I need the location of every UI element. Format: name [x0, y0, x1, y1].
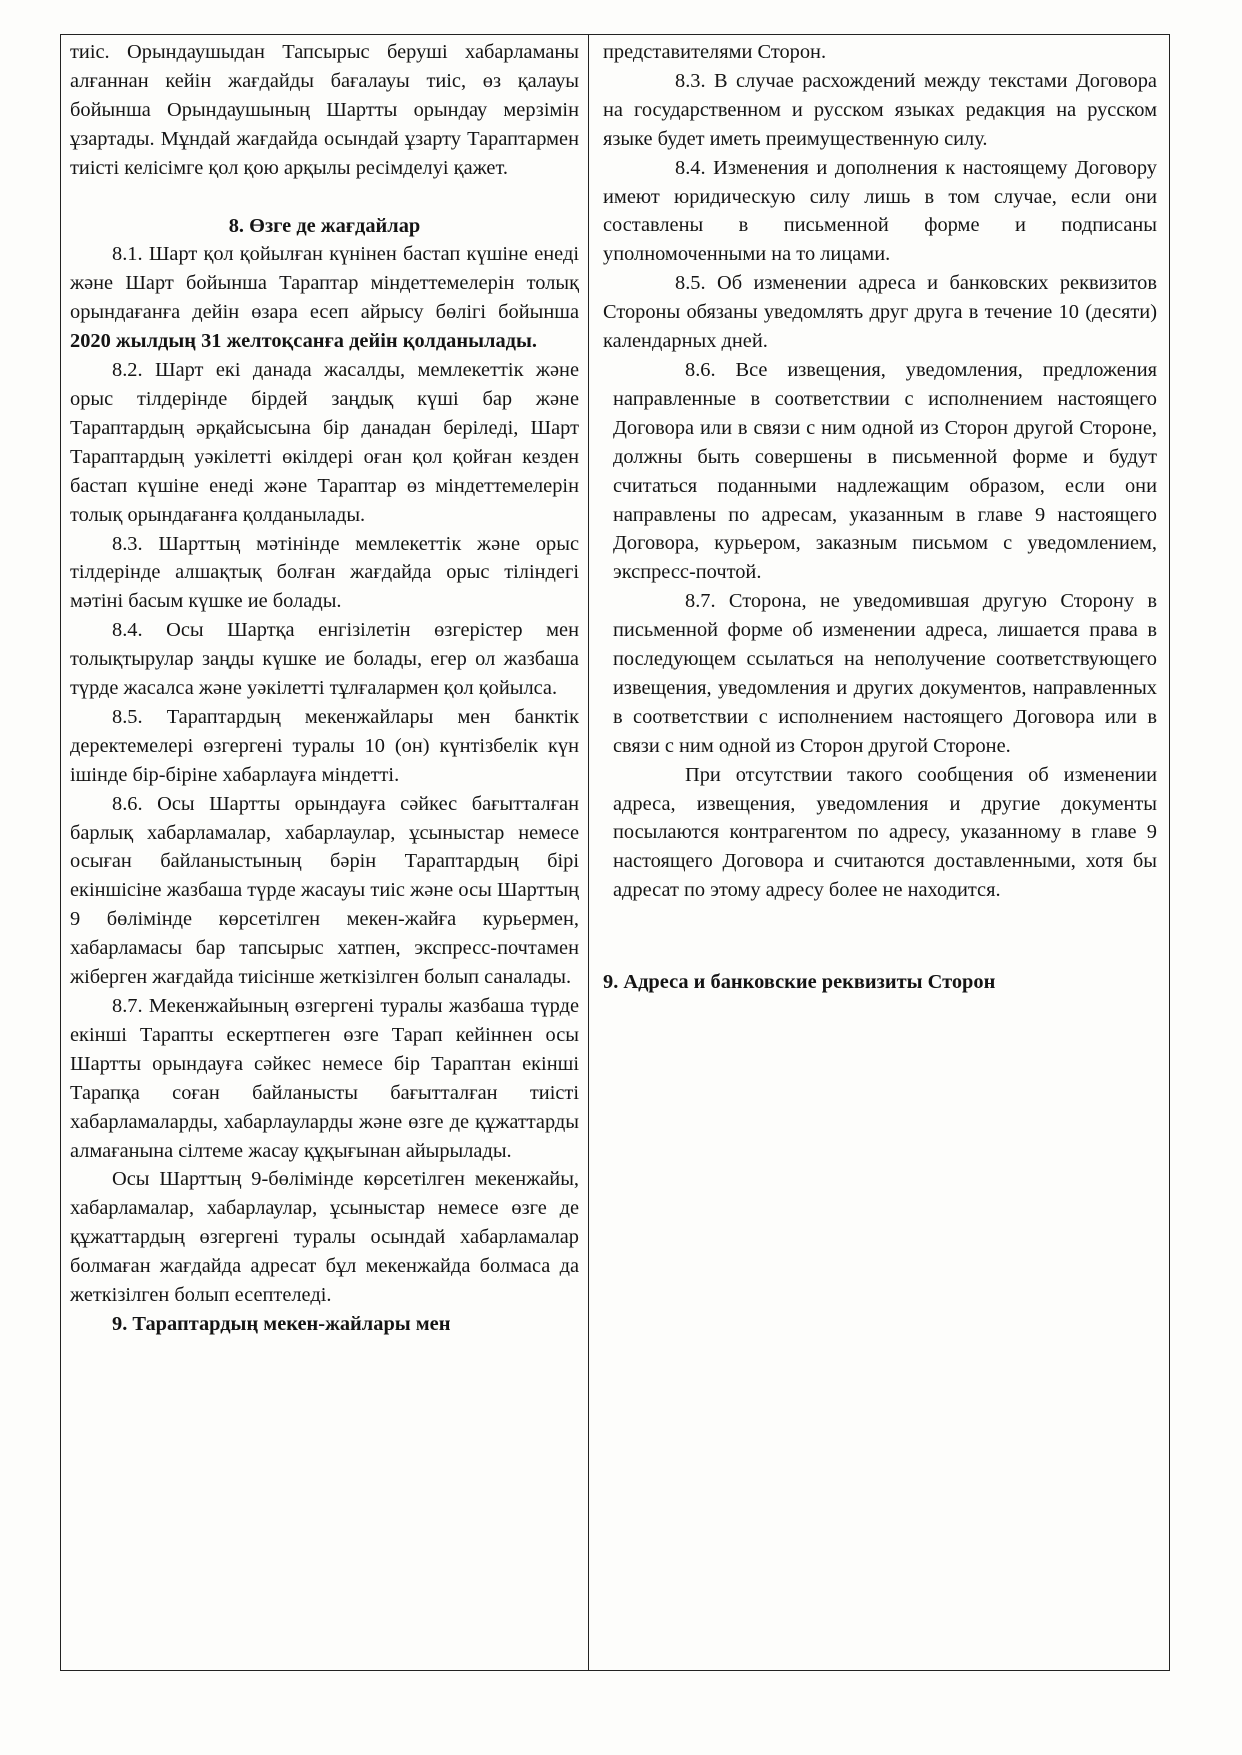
clause-8-4-kz: 8.4. Осы Шартқа енгізілетін өзгерістер мен толықтырулар заңды күшке ие болады, егер ол жазбаша түрде жасалса және уәкілетті тұлғалармен қол қойылса. [70, 619, 579, 700]
clause-8-1-kz [70, 240, 579, 356]
contract-page-frame [60, 34, 1170, 1671]
spacer [70, 183, 579, 212]
clause-8-6-kz: 8.6. Осы Шартты орындауға сәйкес бағытталған барлық хабарламалар, хабарлаулар, ұсыныстар немесе осыған байланыстының бәрін Тараптардың бірі екіншісіне жазбаша түрде жасауы тиіс және осы Шарттың 9 бөлімінде көрсетілген мекен-жайға курьермен, хабарламасы бар тапсырыс хатпен, экспресс-почтамен жіберген жағдайда тиісінше жеткізілген болып саналады. [70, 792, 579, 989]
russian-text-column [589, 35, 1169, 1670]
clause-8-1-text: 8.1. Шарт қол қойылған күнінен бастап күшіне енеді және Шарт бойынша Тараптар міндеттемелерін толық орындағанға дейін өзара есеп айрысу бөлігі бойынша [70, 243, 579, 324]
section-9-heading-ru: 9. Адреса и банковские реквизиты Сторон [603, 971, 996, 994]
section-8-heading-kz: 8. Өзге де жағдайлар [228, 214, 421, 237]
clause-8-2-continuation-ru: представителями Сторон. [603, 41, 827, 63]
clause-8-6-ru: 8.6. Все извещения, уведомления, предложения направленные в соответствии с исполнением настоящего Договора или в связи с ним одной из Сторон другой Стороне, должны быть совершены в письменной форме и будут считаться поданными надлежащим образом, если они направлены по адресам, указанным в главе 9 настоящего Договора, курьером, заказным письмом с уведомлением, экспресс-почтой. [613, 358, 1157, 584]
kazakh-text-column [61, 35, 589, 1670]
clause-8-4-ru: 8.4. Изменения и дополнения к настоящему Договору имеют юридическую силу лишь в том случае, если они составлены в письменной форме и подписаны уполномоченными на то лицами. [603, 156, 1157, 266]
clauses-8-6-to-8-8-ru [603, 356, 1157, 905]
clause-8-3-kz: 8.3. Шарттың мәтінінде мемлекеттік және орыс тілдерінде алшақтық болған жағдайда орыс тіліндегі мәтіні басым күшке ие болады. [70, 532, 579, 613]
clause-8-5-kz: 8.5. Тараптардың мекенжайлары мен банктік деректемелері өзгергені туралы 10 (он) күнтізбелік күн ішінде бір-біріне хабарлауға міндетті. [70, 705, 579, 786]
clause-8-7-kz: 8.7. Мекенжайының өзгергені туралы жазбаша түрде екінші Тарапты ескертпеген өзге Тарап кейіннен осы Шартты орындауға сәйкес немесе бір Тараптан екінші Тарапқа соған байланысты бағытталған тиісті хабарламаларды, хабарлауларды және өзге де құжаттарды алмағанына сілтеме жасау құқығынан айырылады. [70, 995, 579, 1162]
clause-7-continuation-kz: тиіс. Орындаушыдан Тапсырыс беруші хабарламаны алғаннан кейін жағдайды бағалауы тиіс, өз қалауы бойынша Орындаушының Шартты орындау мерзімін ұзартады. Мұндай жағдайда осындай ұзарту Тараптармен тиісті келісімге қол қою арқылы ресімделуі қажет. [70, 41, 579, 179]
clause-8-8-kz: Осы Шарттың 9-бөлімінде көрсетілген мекенжайы, хабарламалар, хабарлаулар, ұсыныстар немесе өзге де құжаттардың өзгергені туралы осындай хабарламалар болмаған жағдайда адресат бұл мекенжайда болмаса да жеткізілген болып есептеледі. [70, 1168, 579, 1307]
spacer [603, 905, 1157, 968]
clause-8-5-ru: 8.5. Об изменении адреса и банковских реквизитов Стороны обязаны уведомлять друг друга в течение 10 (десяти) календарных дней. [603, 272, 1157, 353]
clause-8-7-ru: 8.7. Сторона, не уведомившая другую Сторону в письменной форме об изменении адреса, лишается права в последующем ссылаться на неполучение соответствующего извещения, уведомления и других документов, направленных в соответствии с исполнением настоящего Договора или в связи с ним одной из Сторон другой Стороне. [613, 590, 1157, 757]
clause-8-8-ru: При отсутствии такого сообщения об изменении адреса, извещения, уведомления и другие документы посылаются контрагентом по адресу, указанному в главе 9 настоящего Договора и считаются доставленными, хотя бы адресат по этому адресу более не находится. [613, 763, 1157, 902]
section-9-heading-kz: 9. Тараптардың мекен-жайлары мен [112, 1312, 451, 1335]
clause-8-2-kz: 8.2. Шарт екі данада жасалды, мемлекеттік және орыс тілдерінде бірдей заңдық күші бар және Тараптардың әрқайсысына бір данадан беріледі, Шарт Тараптардың уәкілетті өкілдері оған қол қойған кезден бастап күшіне енеді және Тараптар өз міндеттемелерін толық орындағанға қолданылады. [70, 359, 579, 526]
clause-8-3-ru: 8.3. В случае расхождений между текстами Договора на государственном и русском языках редакция на русском языке будет иметь преимущественную силу. [603, 69, 1157, 150]
clause-8-1-date-bold: 2020 жылдың 31 желтоқсанға дейін қолданылады. [70, 330, 537, 353]
